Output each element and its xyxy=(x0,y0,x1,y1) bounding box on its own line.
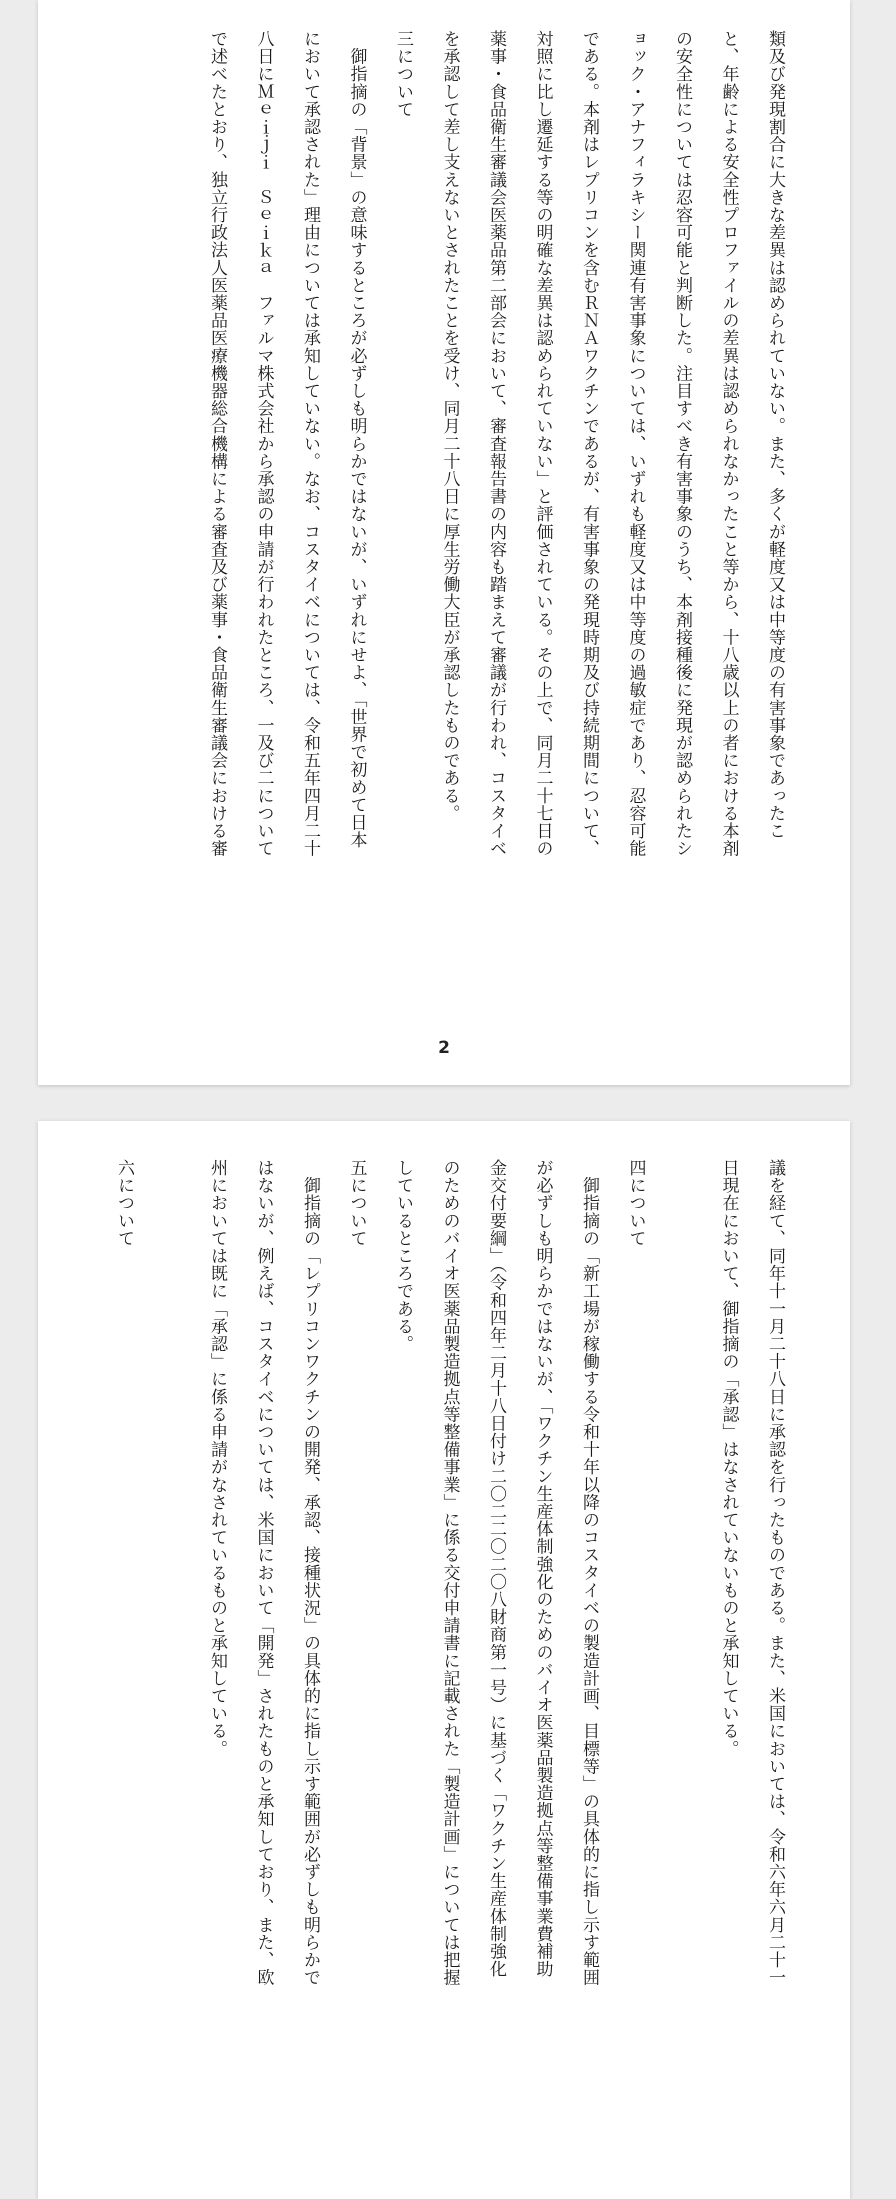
text-line: で述べたとおり、独立行政法人医薬品医療機器総合機構による審査及び薬事・食品衛生審議会における審 xyxy=(207,30,227,858)
text-line: のためのバイオ医薬品製造拠点等整備事業」に係る交付申請書に記載された「製造計画」については把握 xyxy=(439,1159,460,1987)
blank-line xyxy=(659,1159,706,2139)
section-heading-3: 三について xyxy=(393,30,413,118)
text-line: を承認して差し支えないとされたことを受け、同月二十八日に厚生労働大臣が承認したものである。 xyxy=(439,30,460,822)
section-heading-5: 五について xyxy=(346,1159,367,1247)
text-line: 日現在において、御指摘の「承認」はなされていないものと承知している。 xyxy=(718,1159,739,1758)
text-line: が必ずしも明らかではないが、「ワクチン生産体制強化のためのバイオ医薬品製造拠点等整備事業費補助 xyxy=(532,1159,553,1978)
text-line: 対照に比し遷延する等の明確な差異は認められていない」と評価されている。その上で、同月二十七日の xyxy=(532,30,553,858)
text-line: 議を経て、同年十一月二十八日に承認を行ったものである。また、米国においては、令和六年六月二十一 xyxy=(765,1159,785,1987)
page-number: 2 xyxy=(438,1038,450,1058)
document-page-2 xyxy=(38,1121,850,2199)
text-line: 類及び発現割合に大きな差異は認められていない。また、多くが軽度又は中等度の有害事象であったこ xyxy=(765,30,785,840)
text-line: において承認された」理由については承知していない。なお、コスタイベについては、令和五年四月二十 xyxy=(300,30,320,858)
page-body-text xyxy=(101,1159,799,2139)
text-line: 州においては既に「承認」に係る申請がなされているものと承知している。 xyxy=(207,1159,227,1758)
text-line: 御指摘の「新工場が稼働する令和十年以降のコスタイベの製造計画、目標等」の具体的に指し示す範囲 xyxy=(579,1159,599,1987)
section-heading-4: 四について xyxy=(625,1159,646,1247)
text-line: 薬事・食品衛生審議会医薬品第二部会において、審査報告書の内容も踏まえて審議が行われ、コスタイベ xyxy=(486,30,506,858)
section-heading-6: 六について xyxy=(114,1159,134,1247)
text-line: はないが、例えば、コスタイベについては、米国において「開発」されたものと承知しており、また、欧 xyxy=(253,1159,274,1987)
text-line: 金交付要綱」（令和四年二月十八日付け二〇二二〇二〇八財商第一号）に基づく「ワクチン生産体制強化 xyxy=(486,1159,506,1978)
text-line: と、年齢による安全性プロファイルの差異は認められなかったこと等から、十八歳以上の者における本剤 xyxy=(718,30,739,858)
text-line: である。本剤はレプリコンを含むＲＮＡワクチンであるが、有害事象の発現時期及び持続期間について、 xyxy=(579,30,599,858)
document-page-1 xyxy=(38,0,850,1085)
text-line: 御指摘の「背景」の意味するところが必ずしも明らかではないが、いずれにせよ、「世界で初めて日本 xyxy=(346,30,367,849)
page-body-text xyxy=(194,30,799,1010)
text-line: ョック・アナフィラキシー関連有害事象については、いずれも軽度又は中等度の過敏症であり、忍容可能 xyxy=(625,30,646,858)
text-line: 八日にＭｅｉｊｉ Ｓｅｉｋａ ファルマ株式会社から承認の申請が行われたところ、一及び二について xyxy=(253,30,274,858)
text-line: の安全性については忍容可能と判断した。注目すべき有害事象のうち、本剤接種後に発現が認められたシ xyxy=(672,30,692,858)
blank-line xyxy=(147,1159,194,2139)
text-line: 御指摘の「レプリコンワクチンの開発、承認、接種状況」の具体的に指し示す範囲が必ずしも明らかで xyxy=(300,1159,320,1987)
text-line: しているところである。 xyxy=(393,1159,413,1353)
